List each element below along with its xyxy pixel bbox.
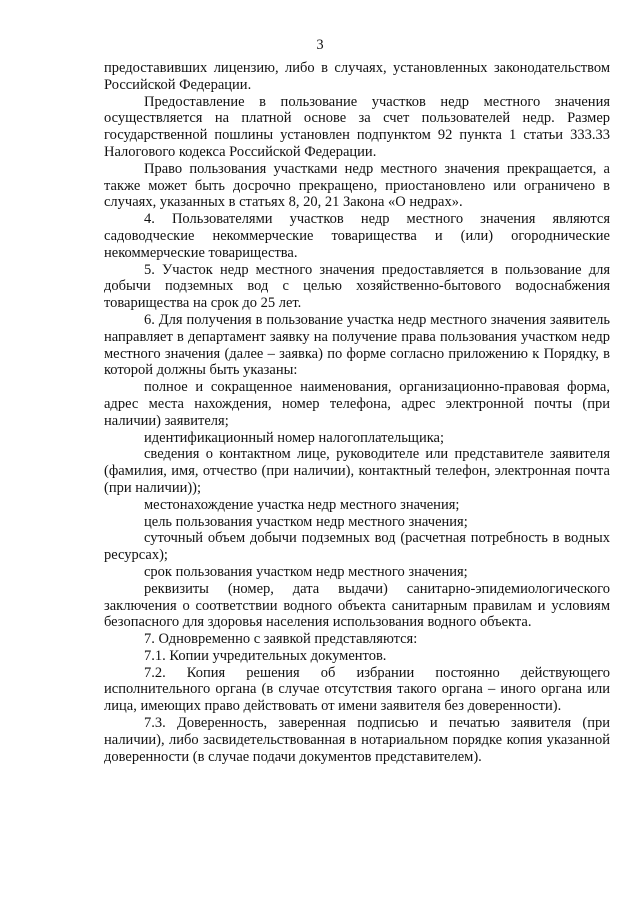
list-item-volume: суточный объем добычи подземных вод (расчетная потребность в водных ресурсах); (104, 530, 610, 564)
list-item-location: местонахождение участка недр местного значения; (144, 496, 460, 513)
paragraph-item-7: 7. Одновременно с заявкой представляются: (144, 631, 418, 648)
page-number: 3 (316, 37, 324, 53)
paragraph-termination: Право пользования участками недр местного значения прекращается, а также может быть досрочно прекращено, приостановлено или ограничено в случаях, указанных в статьях 8, 20, 21 Закона «О недрах». (104, 160, 610, 211)
paragraph-item-4: 4. Пользователями участков недр местного значения являются садоводческие некоммерческие товарищества и (или) огороднические некоммерческие товарищества. (104, 211, 610, 261)
paragraph-item-6: 6. Для получения в пользование участка недр местного значения заявитель направляет в департамент заявку на получение права пользования участком недр местного значения (далее – заявка) по форме согласно приложению к Порядку, в которой должны быть указаны: (104, 311, 610, 379)
paragraph-continuation: предоставивших лицензию, либо в случаях, установленных законодательством Российской Федерации. (104, 60, 610, 93)
list-item-purpose: цель пользования участком недр местного значения; (144, 513, 468, 530)
document-body (104, 60, 610, 765)
list-item-contact: сведения о контактном лице, руководителе или представителе заявителя (фамилия, имя, отчество (при наличии), контактный телефон, электронная почта (при наличии)); (104, 446, 610, 496)
paragraph-item-7-2: 7.2. Копия решения об избрании постоянно действующего исполнительного органа (в случае отсутствия такого органа – иного органа или лица, имеющих право действовать от имени заявителя без доверенности). (104, 664, 610, 715)
list-item-term: срок пользования участком недр местного значения; (144, 563, 468, 580)
paragraph-item-7-3: 7.3. Доверенность, заверенная подписью и печатью заявителя (при наличии), либо засвидетельствованная в нотариальном порядке копия указанной доверенности (в случае подачи документов представителем). (104, 715, 610, 765)
list-item-inn: идентификационный номер налогоплательщика; (144, 429, 445, 446)
paragraph-item-7-1: 7.1. Копии учредительных документов. (144, 647, 387, 664)
paragraph-fee: Предоставление в пользование участков недр местного значения осуществляется на платной основе за счет пользователей недр. Размер государственной пошлины установлен подпунктом 92 пункта 1 статьи 333.33 Налогового кодекса Российской Федерации. (104, 93, 610, 160)
paragraph-item-5: 5. Участок недр местного значения предоставляется в пользование для добычи подземных вод с целью хозяйственно-бытового водоснабжения товарищества на срок до 25 лет. (104, 261, 610, 312)
list-item-sanitary: реквизиты (номер, дата выдачи) санитарно-эпидемиологического заключения о соответствии водного объекта санитарным правилам и условиям безопасного для здоровья населения использования водного объекта. (104, 580, 610, 631)
list-item-name: полное и сокращенное наименования, организационно-правовая форма, адрес места нахождения, номер телефона, адрес электронной почты (при наличии) заявителя; (104, 379, 610, 429)
